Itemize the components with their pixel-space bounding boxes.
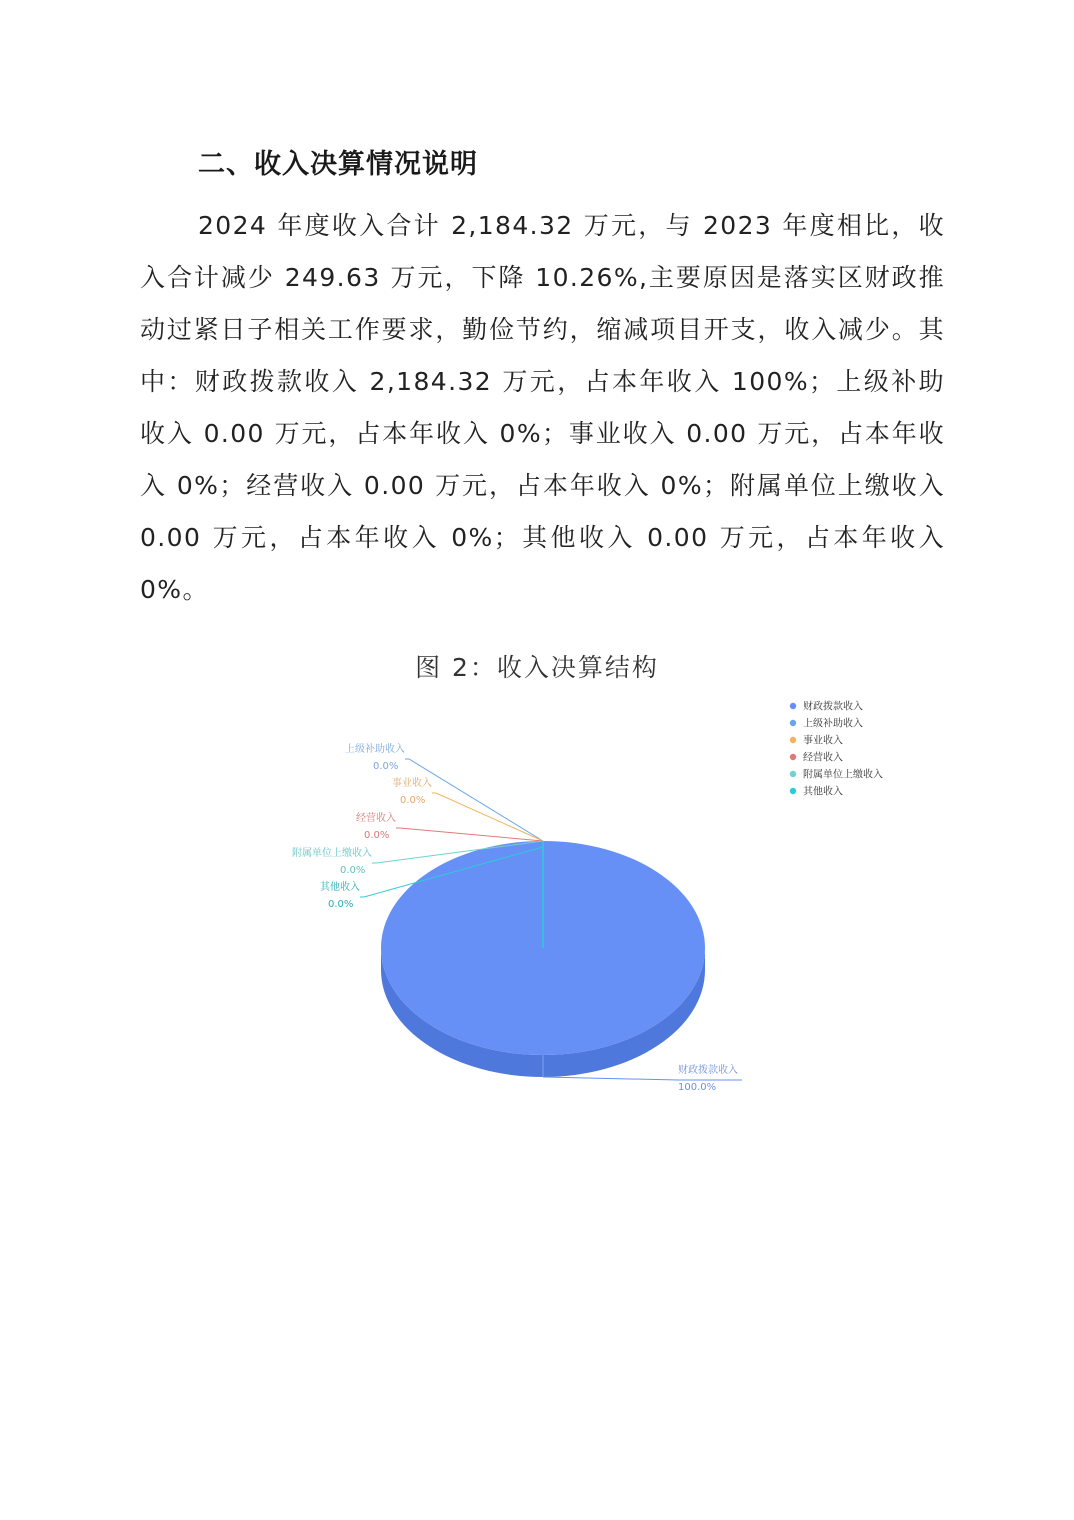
legend-marker-财政拨款收入 xyxy=(790,703,796,709)
leader-line-上级补助收入 xyxy=(405,759,543,841)
legend-marker-附属单位上缴收入 xyxy=(790,771,796,777)
data-label-name-财政拨款收入: 财政拨款收入 xyxy=(678,1065,738,1076)
data-label-name-附属单位上缴收入: 附属单位上缴收入 xyxy=(292,848,372,859)
data-label-value-其他收入: 0.0% xyxy=(328,899,354,910)
legend-label-事业收入: 事业收入 xyxy=(803,735,843,747)
legend-label-经营收入: 经营收入 xyxy=(803,752,843,764)
pie-chart xyxy=(0,690,1074,1110)
data-label-value-经营收入: 0.0% xyxy=(364,830,390,841)
legend-marker-事业收入 xyxy=(790,737,796,743)
pie-body xyxy=(381,841,705,1077)
data-label-name-事业收入: 事业收入 xyxy=(392,778,432,789)
legend-item-附属单位上缴收入[interactable] xyxy=(790,768,883,781)
data-label-value-事业收入: 0.0% xyxy=(400,795,426,806)
legend-item-上级补助收入[interactable] xyxy=(790,717,863,730)
pie-legend xyxy=(790,700,883,798)
data-label-value-财政拨款收入: 100.0% xyxy=(678,1082,717,1093)
legend-label-附属单位上缴收入: 附属单位上缴收入 xyxy=(803,769,883,781)
pie-chart-svg xyxy=(0,690,1074,1110)
data-label-name-上级补助收入: 上级补助收入 xyxy=(345,744,405,755)
data-label-value-附属单位上缴收入: 0.0% xyxy=(340,865,366,876)
body-paragraph: 2024 年度收入合计 2,184.32 万元，与 2023 年度相比，收入合计减少 249.63 万元，下降 10.26%,主要原因是落实区财政推动过紧日子相关工作要求，勤俭节约，缩减项目开支，收入减少。其中：财政拨款收入 2,184.32 万元，占本年收入 100%；上级补助收入 0.00 万元，占本年收入 0%；事业收入 0.00 万元，占本年收入 0%；经营收入 0.00 万元，占本年收入 0%；附属单位上缴收入 0.00 万元，占本年收入 0%；其他收入 0.00 万元，占本年收入 0%。 xyxy=(140,211,945,604)
leader-line-经营收入 xyxy=(396,828,543,841)
leader-line-事业收入 xyxy=(432,793,543,841)
legend-marker-上级补助收入 xyxy=(790,720,796,726)
legend-item-事业收入[interactable] xyxy=(790,734,843,747)
legend-marker-其他收入 xyxy=(790,788,796,794)
legend-item-财政拨款收入[interactable] xyxy=(790,700,863,713)
legend-label-其他收入: 其他收入 xyxy=(803,786,843,798)
data-label-name-其他收入: 其他收入 xyxy=(320,882,360,893)
legend-item-其他收入[interactable] xyxy=(790,785,843,798)
data-label-name-经营收入: 经营收入 xyxy=(356,813,396,824)
section-heading: 二、收入决算情况说明 xyxy=(198,149,478,180)
data-label-value-上级补助收入: 0.0% xyxy=(373,761,399,772)
legend-marker-经营收入 xyxy=(790,754,796,760)
legend-item-经营收入[interactable] xyxy=(790,751,843,764)
legend-label-上级补助收入: 上级补助收入 xyxy=(803,718,863,730)
leader-line-财政拨款收入 xyxy=(543,1077,742,1080)
figure-caption: 图 2：收入决算结构 xyxy=(415,653,659,682)
legend-label-财政拨款收入: 财政拨款收入 xyxy=(803,701,863,713)
